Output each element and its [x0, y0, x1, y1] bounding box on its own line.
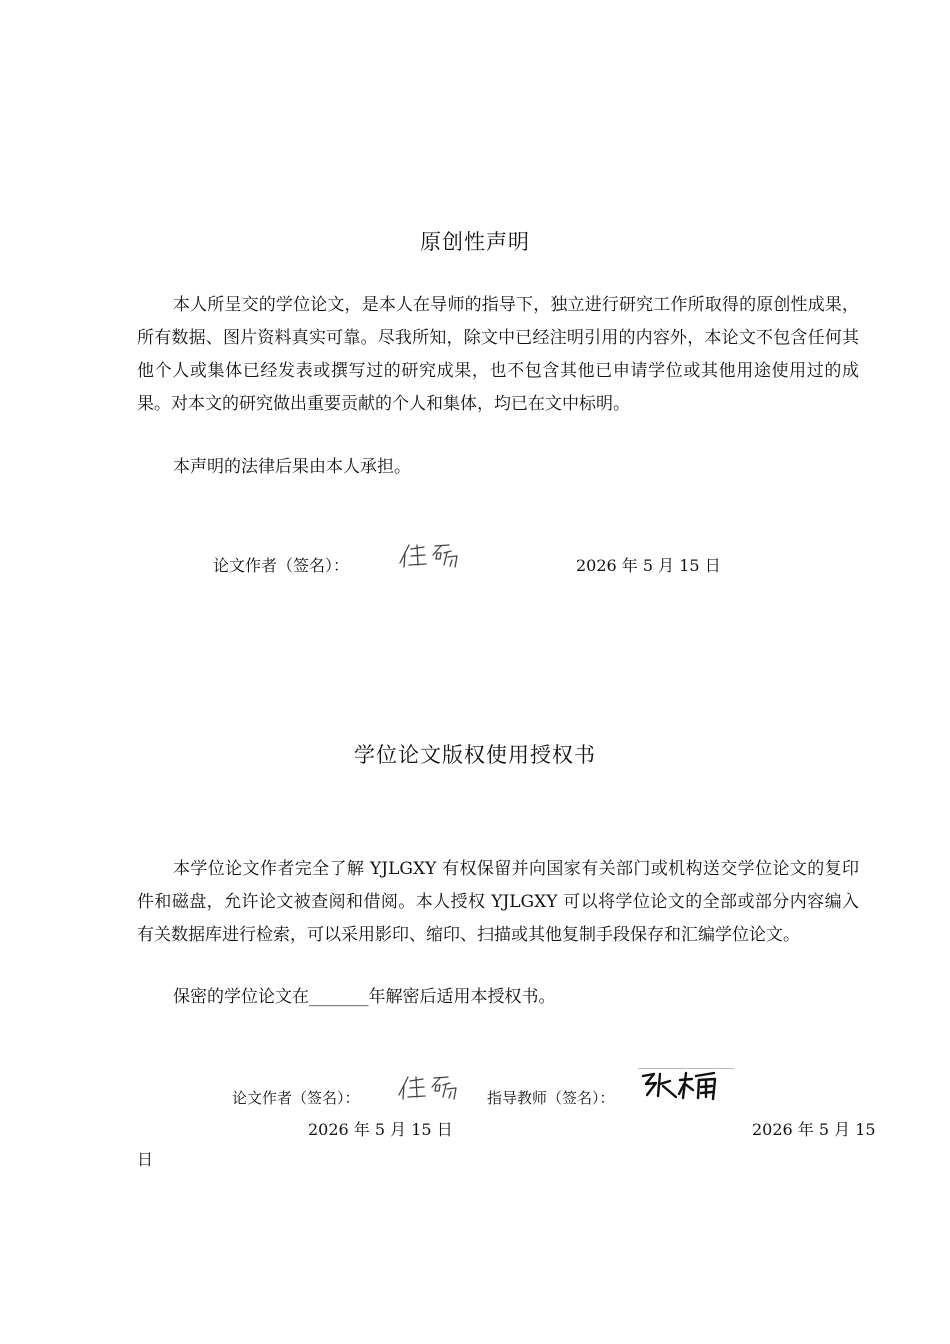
signature-underline	[638, 1068, 734, 1069]
authorization-advisor-date: 2026 年 5 月 15	[752, 1120, 876, 1139]
authorization-advisor-date-wrap: 日	[137, 1150, 154, 1169]
authorization-advisor-signature	[638, 1068, 734, 1104]
authorization-title: 学位论文版权使用授权书	[354, 743, 596, 767]
authorization-author-label: 论文作者（签名）：	[232, 1089, 360, 1107]
confidential-text-after: 年解密后适用本授权书。	[368, 987, 556, 1007]
authorization-author-signature	[396, 1073, 466, 1103]
declaration-author-label: 论文作者（签名）：	[213, 556, 350, 575]
declaration-date: 2026 年 5 月 15 日	[576, 556, 721, 575]
authorization-advisor-label: 指导教师（签名）：	[487, 1089, 615, 1107]
confidential-year-blank: _______	[309, 987, 369, 1007]
declaration-paragraph: 本人所呈交的学位论文，是本人在导师的指导下，独立进行研究工作所取得的原创性成果，所有数据、图片资料真实可靠。尽我所知，除文中已经注明引用的内容外，本论文不包含任何其他个人或集体已经发表或撰写过的研究成果，也不包含其他已申请学位或其他用途使用过的成果。对本文的研究做出重要贡献的个人和集体，均已在文中标明。	[137, 295, 859, 414]
confidential-paragraph	[137, 981, 859, 1014]
confidential-text-before: 保密的学位论文在	[173, 987, 309, 1007]
declaration-liability-paragraph: 本声明的法律后果由本人承担。	[173, 457, 411, 477]
declaration-title: 原创性声明	[420, 230, 530, 254]
declaration-author-signature	[397, 541, 467, 571]
authorization-author-date: 2026 年 5 月 15 日	[308, 1120, 453, 1139]
authorization-paragraph: 本学位论文作者完全了解 YJLGXY 有权保留并向国家有关部门或机构送交学位论文的复印件和磁盘，允许论文被查阅和借阅。本人授权 YJLGXY 可以将学位论文的全部或部分内容编入有关数据库进行检索，可以采用影印、缩印、扫描或其他复制手段保存和汇编学位论文。	[137, 859, 859, 945]
